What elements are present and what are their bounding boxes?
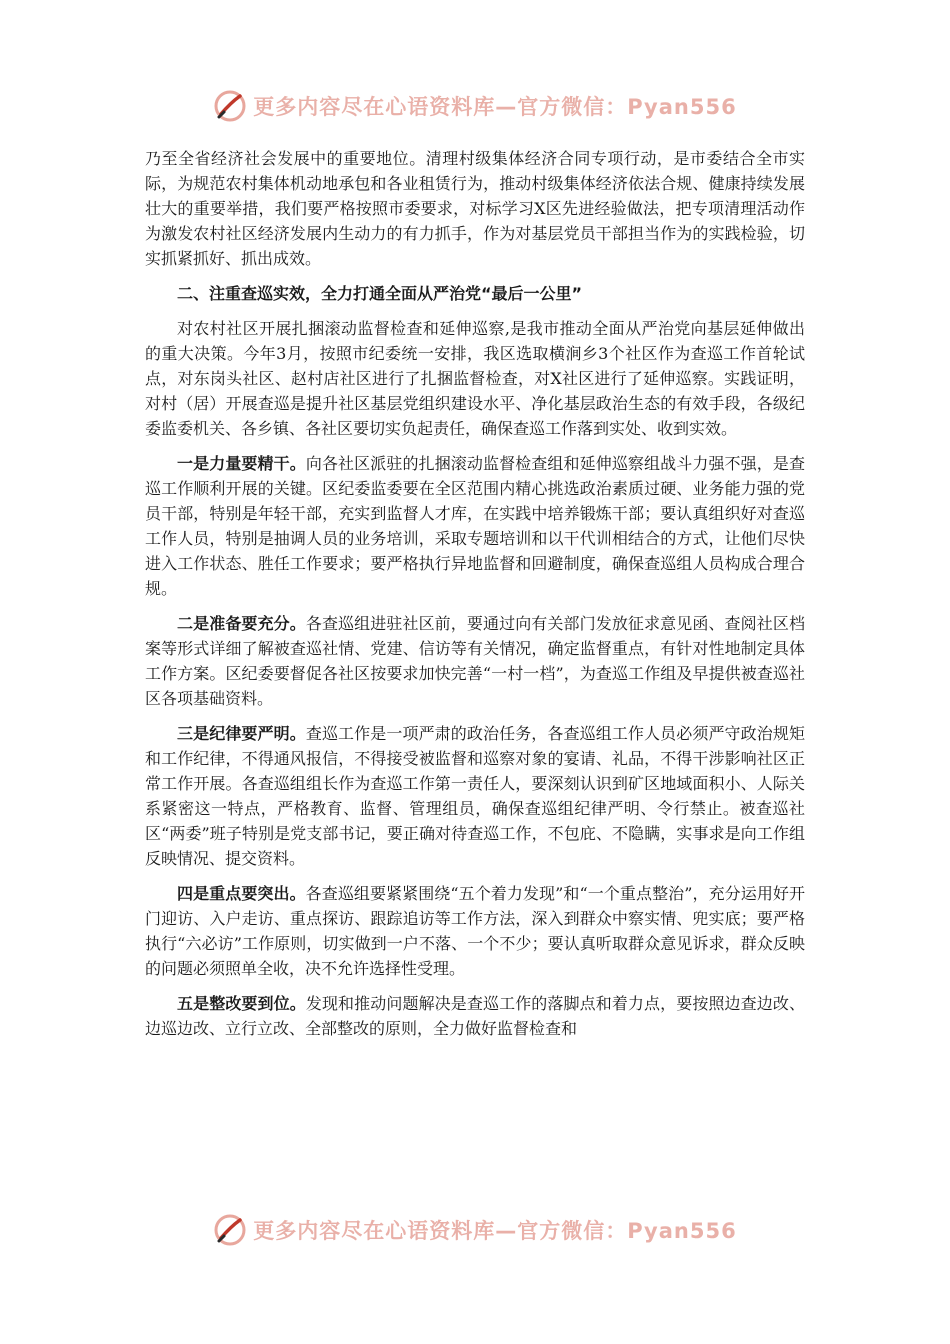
point-text: 发现和推动问题解决是查巡工作的落脚点和着力点，要按照边查边改、边巡边改、立行立改、全部整改的原则，全力做好监督检查和 <box>145 994 805 1038</box>
point-lead: 一是力量要精干。 <box>177 454 306 473</box>
paragraph-point-3 <box>145 721 805 871</box>
header-watermark-banner <box>0 86 950 126</box>
point-text: 向各社区派驻的扎捆滚动监督检查组和延伸巡察组战斗力强不强，是查巡工作顺利开展的关键。区纪委监委要在全区范围内精心挑选政治素质过硬、业务能力强的党员干部，特别是年轻干部，充实到监督人才库，在实践中培养锻炼干部；要认真组织好对查巡工作人员，特别是抽调人员的业务培训，采取专题培训和以干代训相结合的方式，让他们尽快进入工作状态、胜任工作要求；要严格执行异地监督和回避制度，确保查巡组人员构成合理合规。 <box>145 454 805 598</box>
point-lead: 二是准备要充分。 <box>177 614 306 633</box>
brush-logo-icon <box>213 89 247 123</box>
document-body <box>145 146 805 1051</box>
section-heading: 二、注重查巡实效，全力打通全面从严治党“最后一公里” <box>177 284 583 303</box>
banner-text: 更多内容尽在心语资料库—官方微信：Pyan556 <box>253 95 737 119</box>
paragraph-point-1 <box>145 451 805 601</box>
point-text: 各查巡组进驻社区前，要通过向有关部门发放征求意见函、查阅社区档案等形式详细了解被查巡社情、党建、信访等有关情况，确定监督重点，有针对性地制定具体工作方案。区纪委要督促各社区按要求加快完善“一村一档”，为查巡工作组及早提供被查巡社区各项基础资料。 <box>145 614 805 708</box>
point-lead: 五是整改要到位。 <box>177 994 306 1013</box>
paragraph-continuation: 乃至全省经济社会发展中的重要地位。清理村级集体经济合同专项行动，是市委结合全市实际，为规范农村集体机动地承包和各业租赁行为，推动村级集体经济依法合规、健康持续发展壮大的重要举措，我们要严格按照市委要求，对标学习X区先进经验做法，把专项清理活动作为激发农村社区经济发展内生动力的有力抓手，作为对基层党员干部担当作为的实践检验，切实抓紧抓好、抓出成效。 <box>145 149 805 268</box>
banner-inner <box>213 1213 736 1247</box>
point-text: 各查巡组要紧紧围绕“五个着力发现”和“一个重点整治”，充分运用好开门迎访、入户走访、重点探访、跟踪追访等工作方法，深入到群众中察实情、兜实底；要严格执行“六必访”工作原则，切实做到一户不落、一个不少；要认真听取群众意见诉求，群众反映的问题必须照单全收，决不允许选择性受理。 <box>145 884 805 978</box>
paragraph-point-4 <box>145 881 805 981</box>
point-text: 查巡工作是一项严肃的政治任务，各查巡组工作人员必须严守政治规矩和工作纪律，不得通风报信，不得接受被监督和巡察对象的宴请、礼品，不得干涉影响社区正常工作开展。各查巡组组长作为查巡工作第一责任人，要深刻认识到矿区地域面积小、人际关系紧密这一特点，严格教育、监督、管理组员，确保查巡组纪律严明、令行禁止。被查巡社区“两委”班子特别是党支部书记，要正确对待查巡工作，不包庇、不隐瞒，实事求是向工作组反映情况、提交资料。 <box>145 724 805 868</box>
banner-inner <box>213 89 736 123</box>
banner-text: 更多内容尽在心语资料库—官方微信：Pyan556 <box>253 1219 737 1243</box>
brush-logo-icon <box>213 1213 247 1247</box>
point-lead: 四是重点要突出。 <box>177 884 306 903</box>
paragraph-point-5 <box>145 991 805 1041</box>
paragraph-point-2 <box>145 611 805 711</box>
footer-watermark-banner <box>0 1210 950 1250</box>
paragraph-body: 对农村社区开展扎捆滚动监督检查和延伸巡察,是我市推动全面从严治党向基层延伸做出的重大决策。今年3月，按照市纪委统一安排，我区选取横涧乡3个社区作为查巡工作首轮试点，对东岗头社区、赵村店社区进行了扎捆监督检查，对X社区进行了延伸巡察。实践证明，对村（居）开展查巡是提升社区基层党组织建设水平、净化基层政治生态的有效手段，各级纪委监委机关、各乡镇、各社区要切实负起责任，确保查巡工作落到实处、收到实效。 <box>145 319 805 438</box>
point-lead: 三是纪律要严明。 <box>177 724 306 743</box>
